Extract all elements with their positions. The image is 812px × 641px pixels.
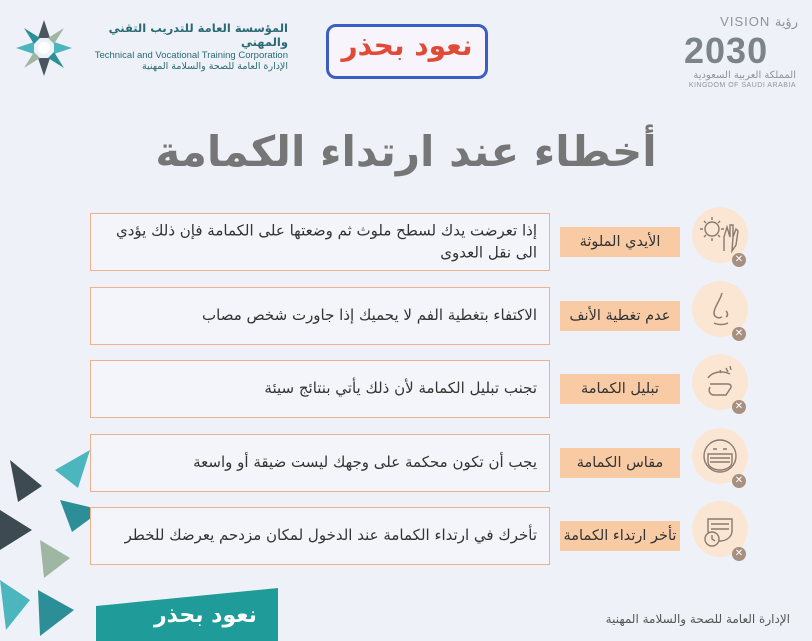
campaign-logo [326, 24, 488, 79]
org-logo-icon [16, 18, 72, 78]
item-description: تأخرك في ارتداء الكمامة عند الدخول لمكان مزدحم يعرضك للخطر [124, 526, 537, 545]
org-name-english: Technical and Vocational Training Corporation [94, 49, 288, 61]
list-item [90, 360, 752, 418]
campaign-logo-text: نعود بحذر [341, 29, 473, 62]
item-description: الاكتفاء بتغطية الفم لا يحميك إذا جاورت شخص مصاب [202, 306, 537, 325]
item-label: عدم تغطية الأنف [569, 308, 671, 324]
mask-clock-icon [700, 509, 740, 549]
close-icon: ✕ [732, 400, 746, 414]
close-icon: ✕ [732, 547, 746, 561]
close-icon: ✕ [732, 327, 746, 341]
item-description: إذا تعرضت يدك لسطح ملوث ثم وضعتها على الكمامة فإن ذلك يؤدي الى نقل العدوى [116, 221, 537, 261]
item-label: مقاس الكمامة [576, 455, 664, 471]
list-item [90, 434, 752, 492]
footer-campaign: نعود بحذر [154, 603, 257, 628]
org-department: الإدارة العامة للصحة والسلامة المهنية [142, 60, 288, 72]
close-icon: ✕ [732, 474, 746, 488]
item-description: تجنب تبليل الكمامة لأن ذلك يأتي بنتائج سيئة [264, 379, 537, 398]
item-label: الأيدي الملوثة [579, 234, 661, 250]
face-mask-icon [700, 436, 740, 476]
list-item [90, 507, 752, 565]
list-item [90, 287, 752, 345]
hand-germ-icon [700, 215, 740, 255]
item-description: يجب أن تكون محكمة على وجهك ليست ضيقة أو واسعة [193, 453, 537, 472]
nose-icon [700, 289, 740, 329]
vision-country-english: KINGDOM OF SAUDI ARABIA [688, 82, 796, 89]
vision-label: VISION رؤية [720, 14, 798, 29]
item-label: تأخر ارتداء الكمامة [563, 528, 677, 544]
footer-department: الإدارة العامة للصحة والسلامة المهنية [605, 612, 790, 626]
org-header [12, 14, 292, 84]
close-icon: ✕ [732, 253, 746, 267]
org-name-arabic: المؤسسة العامة للتدريب التقني والمهني [108, 21, 288, 49]
list-item [90, 213, 752, 271]
vision-year: 2030 [684, 30, 769, 71]
item-label: تبليل الكمامة [581, 381, 659, 397]
page-title: أخطاء عند ارتداء الكمامة [155, 127, 657, 176]
vision-2030-logo [684, 10, 802, 92]
wet-hand-icon [700, 362, 740, 402]
vision-country-arabic: المملكة العربية السعودية [693, 70, 796, 81]
